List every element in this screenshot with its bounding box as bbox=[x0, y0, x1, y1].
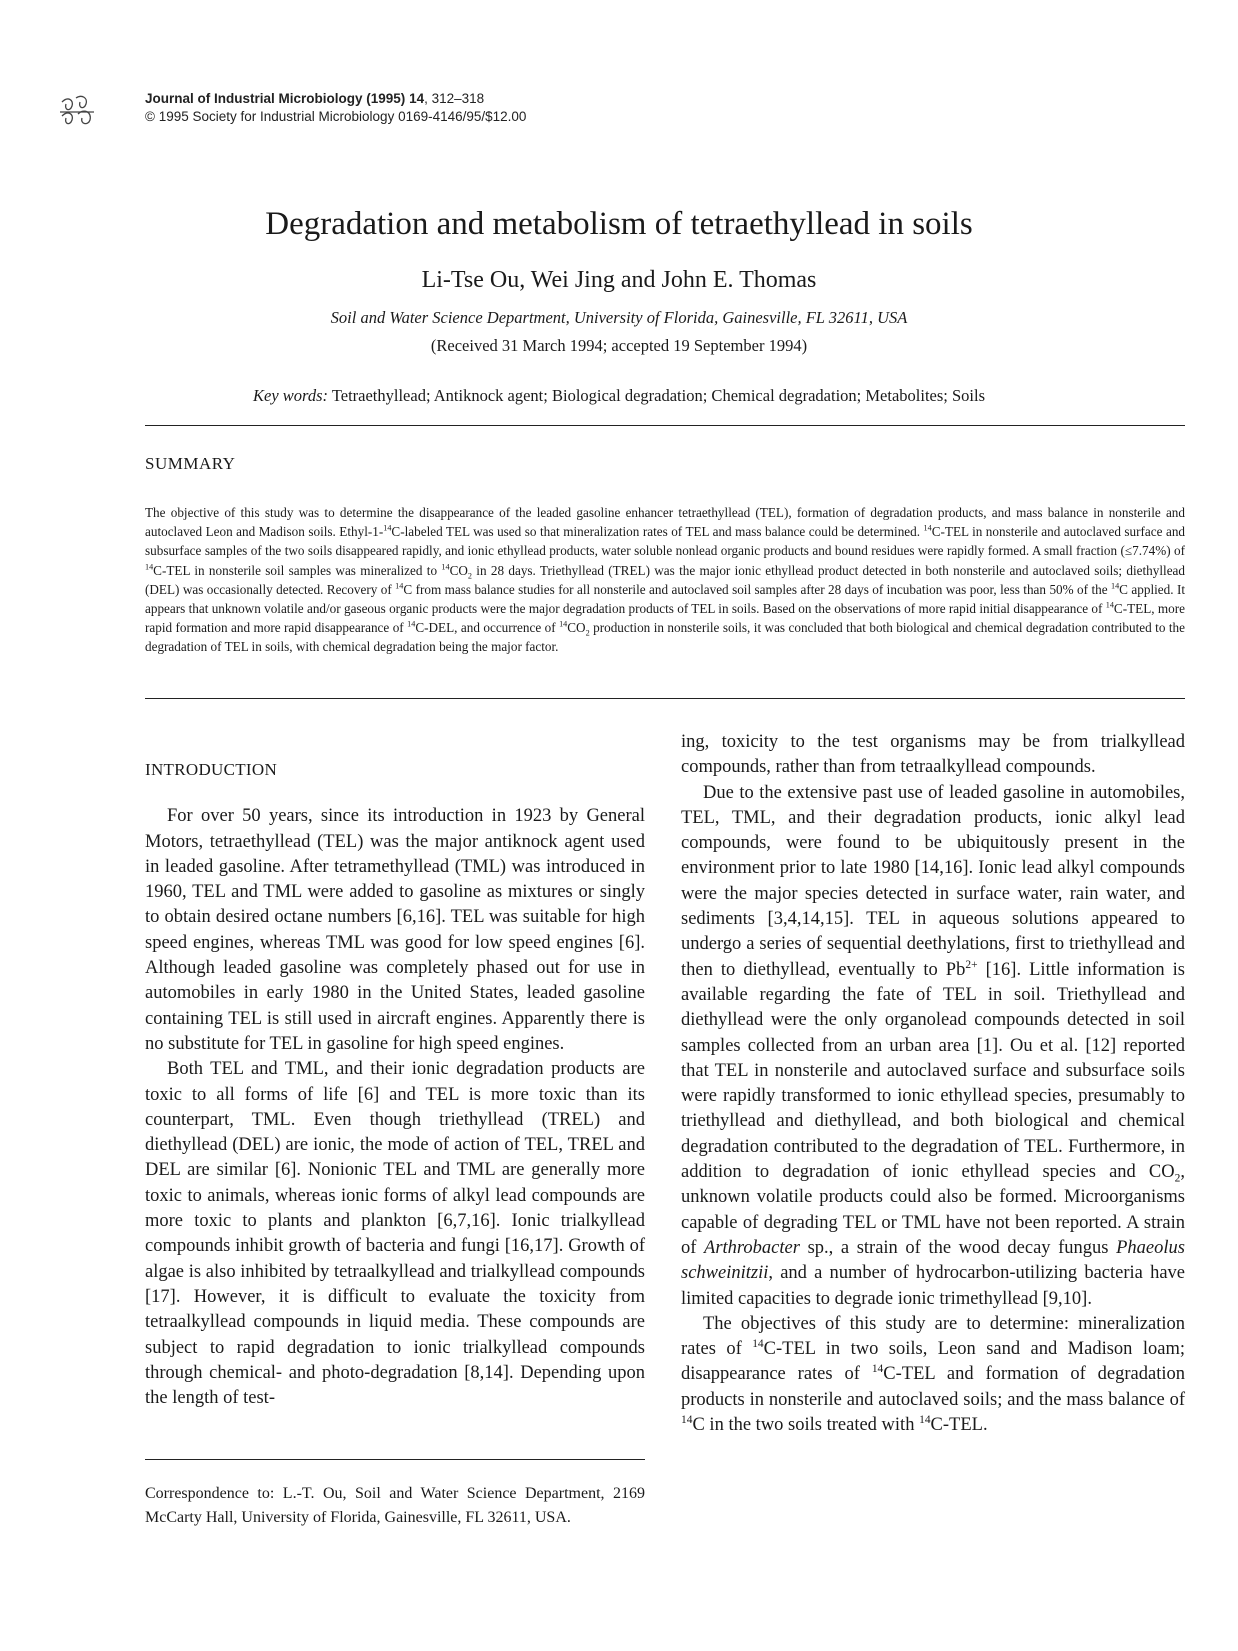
correspondence-footnote: Correspondence to: L.-T. Ou, Soil and Water Science Department, 2169 McCarty Hall, University of Florida, Gainesville, FL 32611, USA. bbox=[145, 1485, 645, 1526]
journal-logo-icon bbox=[58, 94, 96, 130]
article-received-dates: (Received 31 March 1994; accepted 19 September 1994) bbox=[430, 336, 808, 355]
journal-volume: 14 bbox=[409, 91, 425, 106]
intro-paragraph-2: Both TEL and TML, and their ionic degradation products are toxic to all forms of life [6] and TEL is more toxic than its counterpart, TML. Even though triethyllead (TREL) and diethyllead (DEL) are ionic, the mode of action of TEL, TREL and DEL are similar [6]. Nonionic TEL and TML are generally more toxic to animals, whereas ionic forms of alkyl lead compounds are more toxic to plants and plankton [6,7,16]. Ionic trialkyllead compounds inhibit growth of bacteria and fungi [16,17]. Growth of algae is also inhibited by tetraalkyllead and trialkyllead compounds [17]. However, it is difficult to evaluate the toxicity from tetraalkyllead compounds in liquid media. These compounds are subject to rapid degradation to ionic trialkyllead compounds through chemical- and photo-degradation [8,14]. Depending upon the length of test- bbox=[145, 1059, 645, 1409]
introduction-heading: INTRODUCTION bbox=[145, 760, 278, 779]
journal-pages: 312–318 bbox=[431, 91, 485, 106]
article-authors: Li-Tse Ou, Wei Jing and John E. Thomas bbox=[421, 267, 817, 293]
intro-paragraph-2-continued: ing, toxicity to the test organisms may be from trialkyllead compounds, rather than from tetraalkyllead compounds. bbox=[681, 732, 1185, 778]
intro-paragraph-1: For over 50 years, since its introduction in 1923 by General Motors, tetraethyllead (TEL) was the major antiknock agent used in leaded gasoline. After tetramethyllead (TML) was introduced in 1960, TEL and TML were added to gasoline as mixtures or singly to obtain desired octane numbers [6,16]. TEL was suitable for high speed engines, whereas TML was good for low speed engines [6]. Although leaded gasoline was completely phased out for use in automobiles in early 1980 in the United States, leaded gasoline containing TEL is still used in aircraft engines. Apparently there is no substitute for TEL in gasoline for high speed engines. bbox=[145, 806, 645, 1054]
summary-top-rule bbox=[145, 425, 1185, 426]
summary-heading: SUMMARY bbox=[145, 454, 236, 473]
body-left-column bbox=[145, 757, 645, 1411]
article-title: Degradation and metabolism of tetraethyllead in soils bbox=[265, 206, 973, 242]
footnote-rule bbox=[145, 1459, 645, 1460]
journal-name: Journal of Industrial Microbiology (1995) bbox=[145, 91, 406, 106]
intro-paragraph-3: Due to the extensive past use of leaded gasoline in automobiles, TEL, TML, and their degradation products, ionic alkyl lead compounds, were found to be ubiquitously present in the environment prior to late 1980 [14,16]. Ionic lead alkyl compounds were the major species detected in surface water, rain water, and sediments [3,4,14,15]. TEL in aqueous solutions appeared to undergo a series of sequential deethylations, first to triethyllead and then to diethyllead, eventually to $Pb^{2+}$ [16]. Little information is available regarding the fate of TEL in soil. Triethyllead and diethyllead were the only organolead compounds detected in soil samples collected from an urban area [1]. Ou et al. [12] reported that TEL in nonsterile and autoclaved surface and subsurface soils were rapidly transformed to ionic ethyllead species, presumably to triethyllead and diethyllead, and both biological and chemical degradation contributed to the degradation of TEL. Furthermore, in addition to degradation of ionic ethyllead species and $CO_2$, unknown volatile products could also be formed. Microorganisms capable of degrading TEL or TML have not been reported. A strain of Arthrobacter sp., a strain of the wood decay fungus Phaeolus schweinitzii, and a number of hydrocarbon-utilizing bacteria have limited capacities to degrade ionic trimethyllead [9,10]. bbox=[681, 782, 1186, 1309]
journal-copyright: © 1995 Society for Industrial Microbiology 0169-4146/95/$12.00 bbox=[145, 109, 527, 124]
article-affiliation: Soil and Water Science Department, University of Florida, Gainesville, FL 32611, USA bbox=[330, 308, 908, 327]
summary-abstract: The objective of this study was to determine the disappearance of the leaded gasoline enhancer tetraethyllead (TEL), formation of degradation products, and mass balance in nonsterile and autoclaved Leon and Madison soils. Ethyl-1-$^{14}$C-labeled TEL was used so that mineralization rates of TEL and mass balance could be determined. $^{14}$C-TEL in nonsterile and autoclaved surface and subsurface samples of the two soils disappeared rapidly, and ionic ethyllead products, water soluble nonlead organic products and bound residues were rapidly formed. A small fraction (≤7.74%) of $^{14}$C-TEL in nonsterile soil samples was mineralized to $^{14}CO_2$ in 28 days. Triethyllead (TREL) was the major ionic ethyllead product detected in both nonsterile and autoclaved soils; diethyllead (DEL) was occasionally detected. Recovery of $^{14}$C from mass balance studies for all nonsterile and autoclaved soil samples after 28 days of incubation was poor, less than 50% of the $^{14}$C applied. It appears that unknown volatile and/or gaseous organic products were the major degradation products of TEL in soils. Based on the observations of more rapid initial disappearance of $^{14}$C-TEL, more rapid formation and more rapid disappearance of $^{14}$C-DEL, and occurrence of $^{14}CO_2$ production in nonsterile soils, it was concluded that both biological and chemical degradation contributed to the degradation of TEL in soils, with chemical degradation being the major factor. bbox=[145, 505, 1186, 655]
intro-paragraph-4: The objectives of this study are to determine: mineralization rates of $^{14}$C-TEL in two soils, Leon sand and Madison loam; disappearance rates of $^{14}$C-TEL and formation of degradation products in nonsterile and autoclaved soils; and the mass balance of $^{14}$C in the two soils treated with $^{14}$C-TEL. bbox=[681, 1313, 1185, 1436]
journal-citation: Journal of Industrial Microbiology (1995) 14, 312–318 bbox=[145, 91, 485, 106]
article-keywords bbox=[0, 386, 1238, 406]
summary-bottom-rule bbox=[145, 698, 1185, 699]
keywords-list: Tetraethyllead; Antiknock agent; Biological degradation; Chemical degradation; Metabolites; Soils bbox=[331, 386, 986, 405]
keywords-label: Key words: bbox=[252, 386, 328, 405]
body-right-column bbox=[681, 730, 1185, 1438]
journal-header bbox=[145, 90, 526, 126]
